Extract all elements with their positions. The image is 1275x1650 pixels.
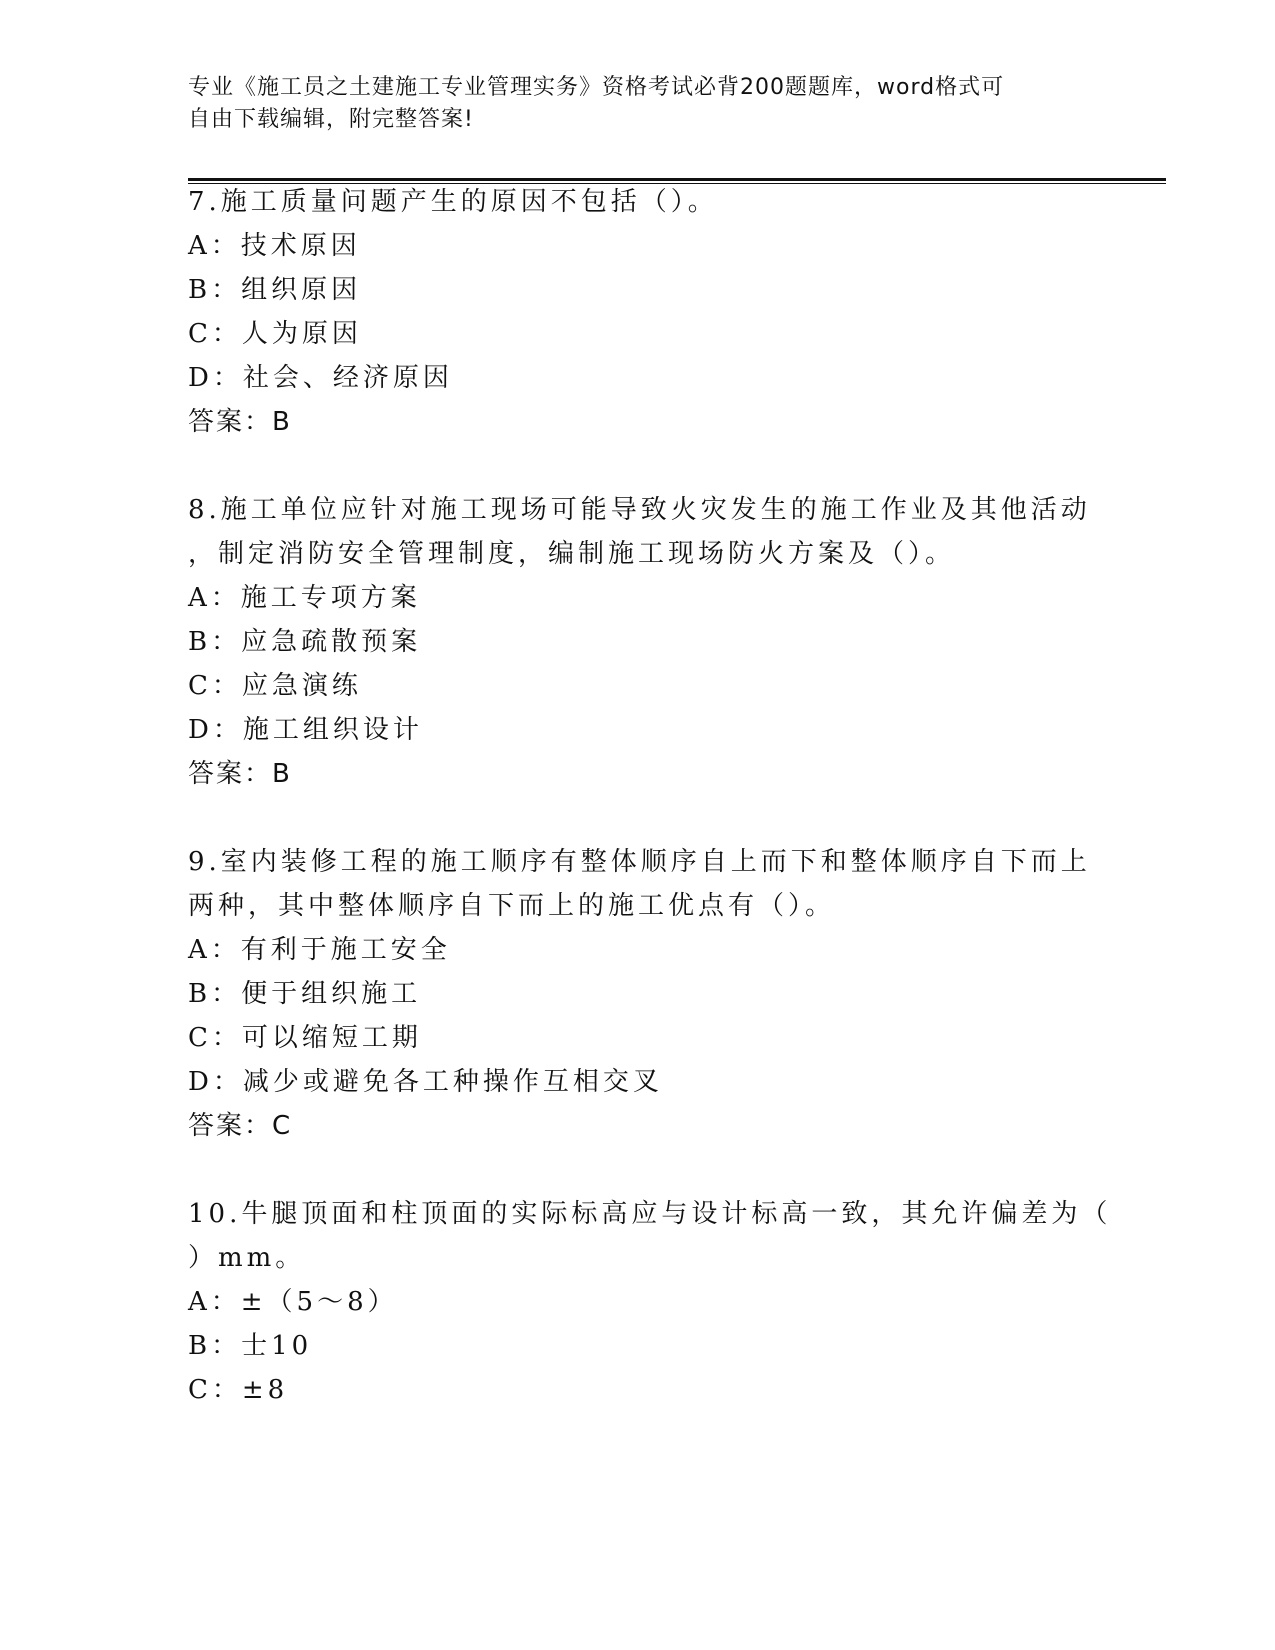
- question-7-option-c: C：人为原因: [188, 319, 362, 349]
- question-8-option-a: A：施工专项方案: [188, 583, 421, 613]
- question-7-answer: 答案：B: [188, 407, 292, 437]
- question-10-option-a: A：±（5～8）: [188, 1287, 398, 1317]
- question-8-option-d: D：施工组织设计: [188, 715, 423, 745]
- header-line-2: 自由下载编辑，附完整答案!: [188, 107, 474, 132]
- question-9-answer: 答案：C: [188, 1111, 293, 1141]
- question-10-stem-line-2: ）mm。: [188, 1243, 306, 1273]
- question-9-option-b: B：便于组织施工: [188, 979, 422, 1009]
- question-10-option-b: B：士10: [188, 1331, 313, 1361]
- question-7-stem: 7.施工质量问题产生的原因不包括（）。: [188, 187, 718, 217]
- question-8-option-b: B：应急疏散预案: [188, 627, 422, 657]
- question-8-answer: 答案：B: [188, 759, 292, 789]
- header-line-1: 专业《施工员之土建施工专业管理实务》资格考试必背200题题库，word格式可: [188, 75, 1005, 100]
- question-9-option-c: C：可以缩短工期: [188, 1023, 422, 1053]
- question-8-stem-line-2: ，制定消防安全管理制度，编制施工现场防火方案及（）。: [188, 539, 956, 569]
- question-7-option-b: B：组织原因: [188, 275, 362, 305]
- question-9-option-a: A：有利于施工安全: [188, 935, 451, 965]
- question-7-option-a: A：技术原因: [188, 231, 361, 261]
- document-header: [188, 72, 1068, 136]
- question-9-option-d: D：减少或避免各工种操作互相交叉: [188, 1067, 663, 1097]
- question-9-stem-line-2: 两种，其中整体顺序自下而上的施工优点有（）。: [188, 891, 836, 921]
- question-10-option-c: C：±8: [188, 1375, 289, 1405]
- header-divider-thin: [188, 183, 1166, 184]
- question-8-stem-line-1: 8.施工单位应针对施工现场可能导致火灾发生的施工作业及其他活动: [188, 495, 1091, 525]
- question-8-option-c: C：应急演练: [188, 671, 362, 701]
- question-10-stem-line-1: 10.牛腿顶面和柱顶面的实际标高应与设计标高一致，其允许偏差为（: [188, 1199, 1112, 1229]
- question-7-option-d: D：社会、经济原因: [188, 363, 453, 393]
- question-9-stem-line-1: 9.室内装修工程的施工顺序有整体顺序自上而下和整体顺序自下而上: [188, 847, 1091, 877]
- header-divider-thick: [188, 178, 1166, 181]
